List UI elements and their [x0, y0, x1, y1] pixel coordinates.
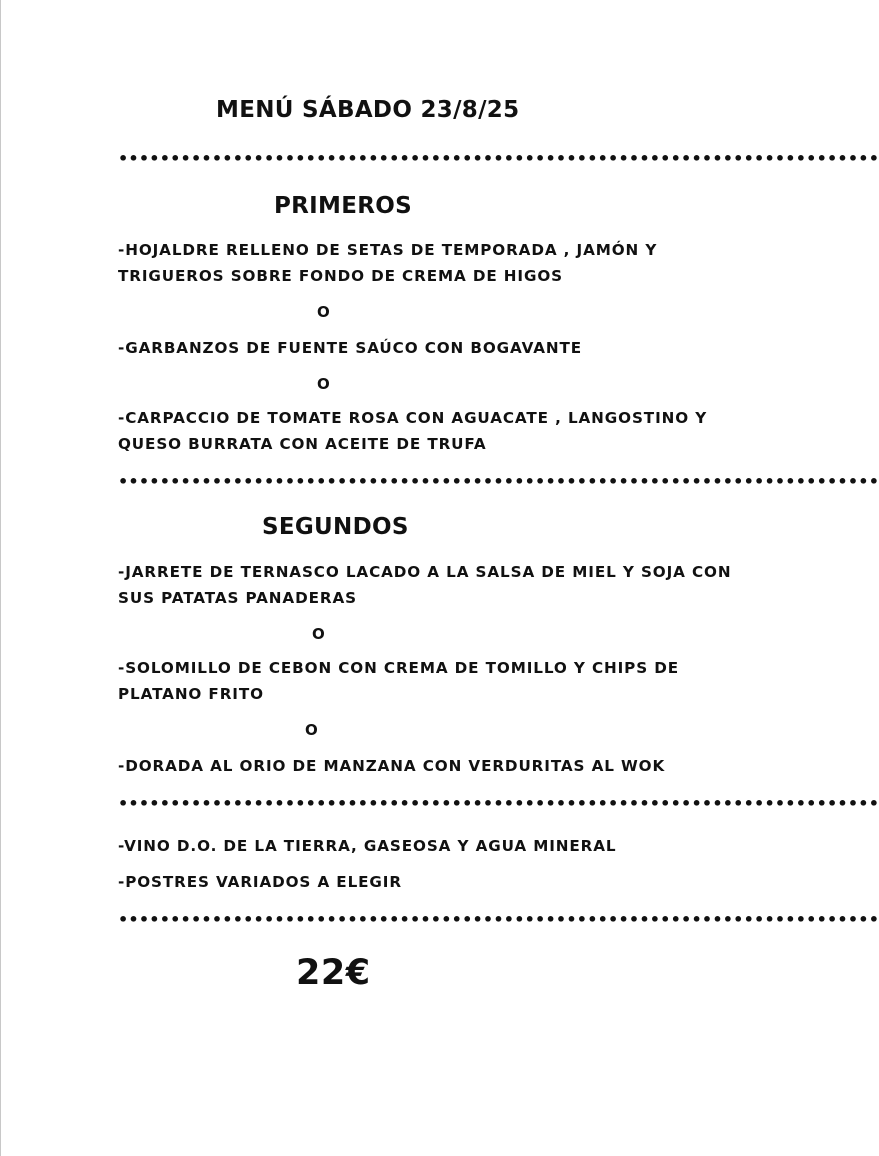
segundos-dish-2-line-1: -SOLOMILLO DE CEBON CON CREMA DE TOMILLO Y CHIPS DE [118, 659, 680, 677]
primeros-dish-2-line-1: -GARBANZOS DE FUENTE SAÚCO CON BOGAVANTE [118, 339, 583, 357]
desserts-line: -POSTRES VARIADOS A ELEGIR [118, 873, 402, 891]
menu-title: MENÚ SÁBADO 23/8/25 [216, 97, 520, 123]
dotted-separator: ••••••••••••••••••••••••••••••••••••••••••••••••••••••••••••••••••••••••• [118, 149, 879, 168]
segundos-or-1: O [312, 625, 325, 643]
dotted-separator: ••••••••••••••••••••••••••••••••••••••••••••••••••••••••••••••••••••••••• [118, 910, 879, 929]
primeros-dish-1-line-2: TRIGUEROS SOBRE FONDO DE CREMA DE HIGOS [118, 267, 563, 285]
drinks-line: -VINO D.O. DE LA TIERRA, GASEOSA Y AGUA MINERAL [118, 837, 617, 855]
dotted-separator: ••••••••••••••••••••••••••••••••••••••••••••••••••••••••••••••••••••••••• [118, 794, 879, 813]
segundos-or-2: O [305, 721, 318, 739]
page-edge [0, 0, 1, 1156]
primeros-dish-1-line-1: -HOJALDRE RELLENO DE SETAS DE TEMPORADA , JAMÓN Y [118, 241, 658, 259]
primeros-dish-3-line-2: QUESO BURRATA CON ACEITE DE TRUFA [118, 435, 487, 453]
primeros-or-1: O [317, 303, 330, 321]
primeros-heading: PRIMEROS [274, 193, 412, 219]
segundos-dish-1-line-2: SUS PATATAS PANADERAS [118, 589, 357, 607]
dotted-separator: ••••••••••••••••••••••••••••••••••••••••••••••••••••••••••••••••••••••••• [118, 472, 879, 491]
menu-price: 22€ [296, 953, 371, 993]
segundos-dish-2-line-2: PLATANO FRITO [118, 685, 264, 703]
primeros-dish-3-line-1: -CARPACCIO DE TOMATE ROSA CON AGUACATE , LANGOSTINO Y [118, 409, 708, 427]
segundos-dish-3-line-1: -DORADA AL ORIO DE MANZANA CON VERDURITAS AL WOK [118, 757, 666, 775]
primeros-or-2: O [317, 375, 330, 393]
segundos-heading: SEGUNDOS [262, 514, 409, 540]
segundos-dish-1-line-1: -JARRETE DE TERNASCO LACADO A LA SALSA DE MIEL Y SOJA CON [118, 563, 732, 581]
